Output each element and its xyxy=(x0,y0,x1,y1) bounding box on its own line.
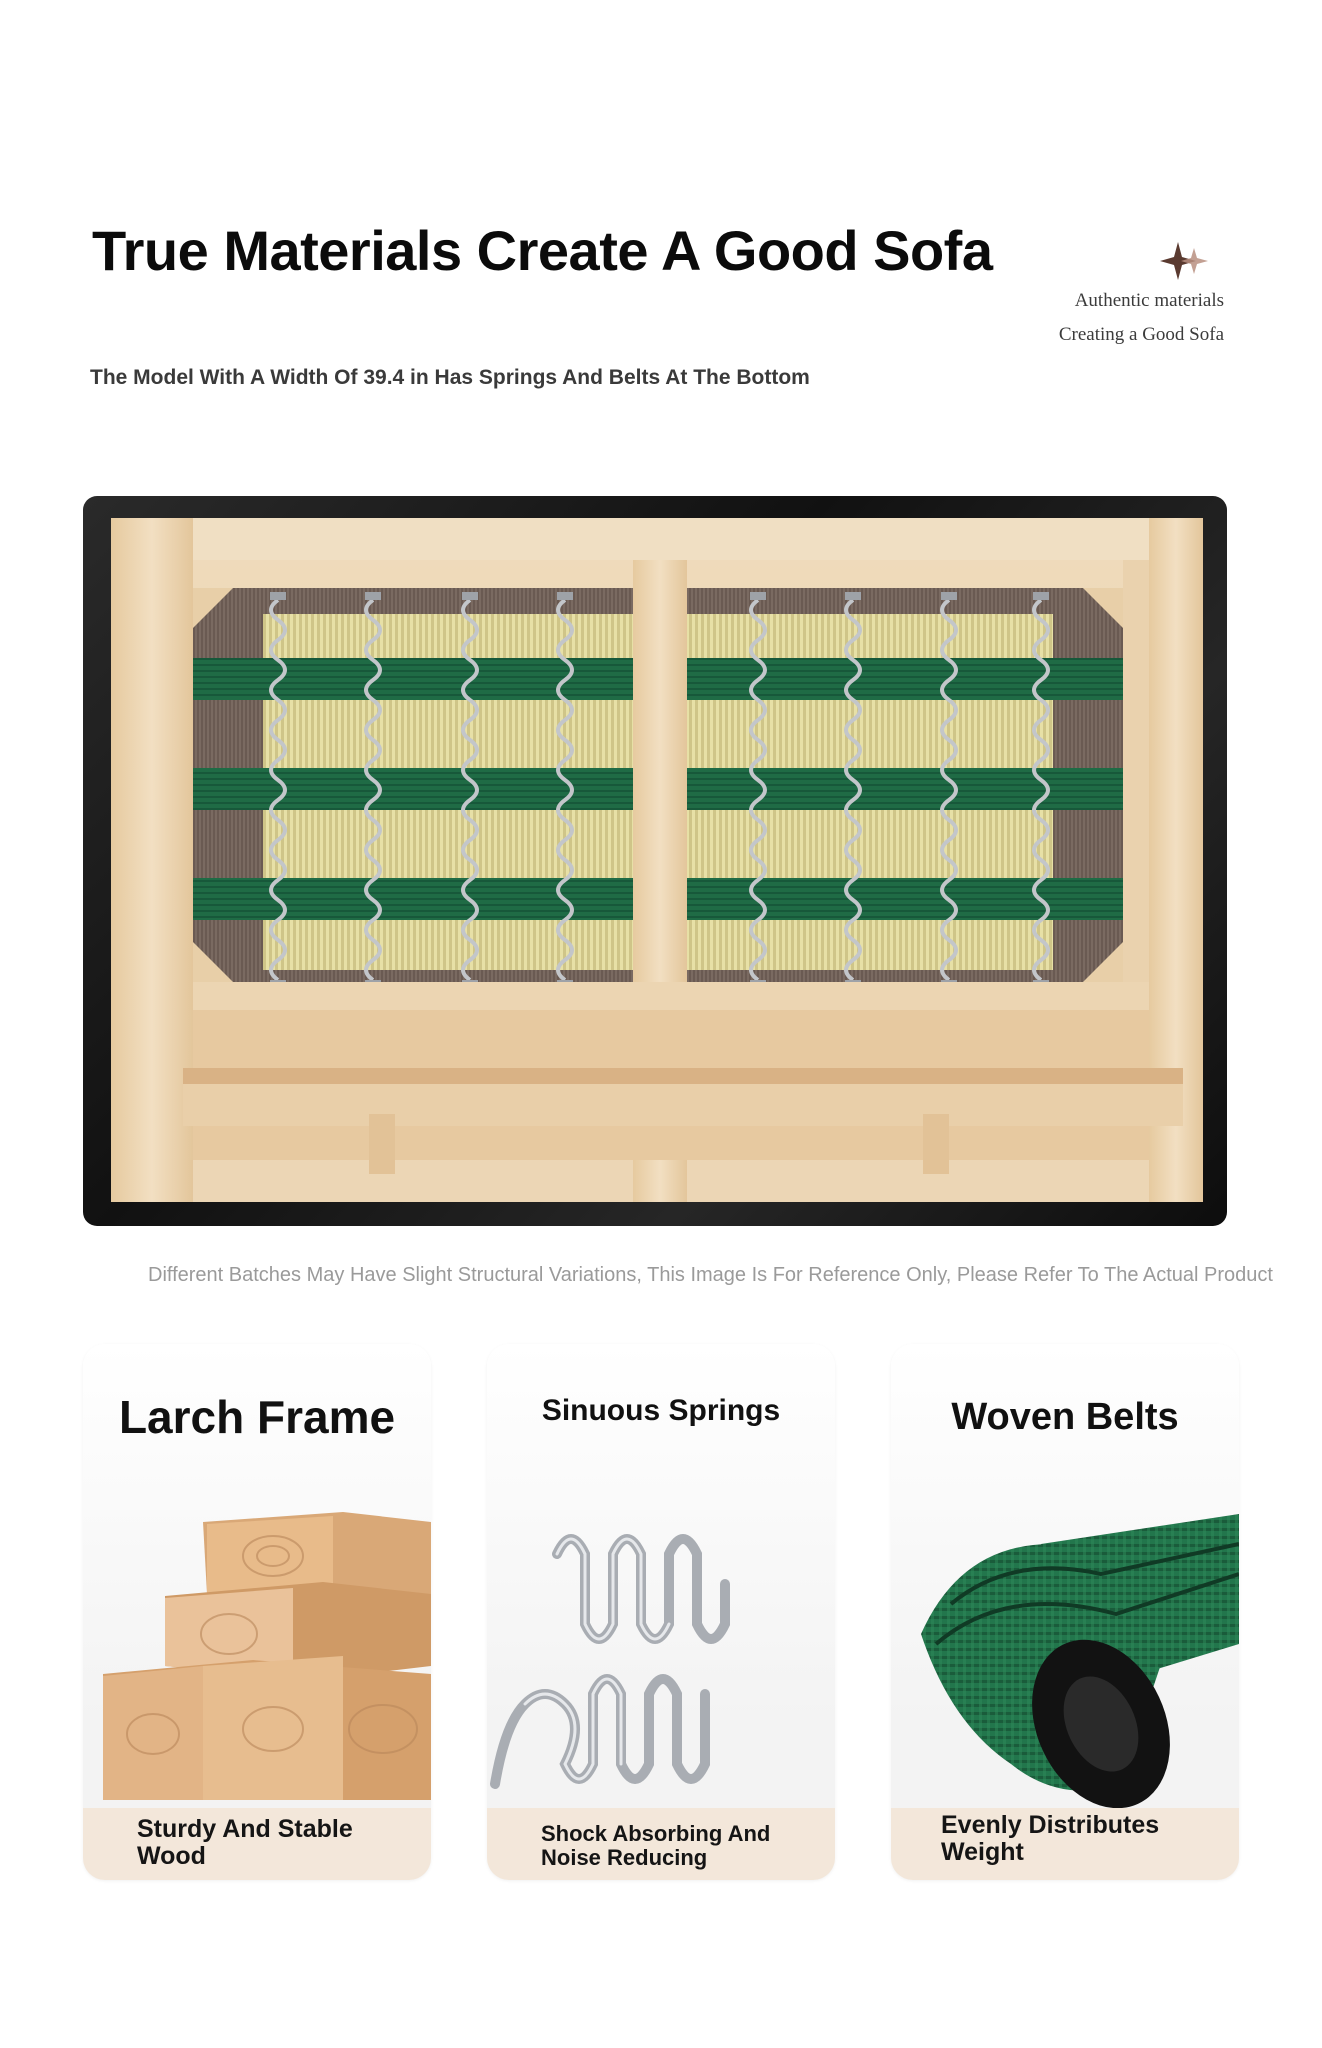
card-caption-bar xyxy=(487,1808,835,1880)
page-subtitle: The Model With A Width Of 39.4 in Has Springs And Belts At The Bottom xyxy=(90,366,810,389)
sparkle-icon xyxy=(1156,238,1216,284)
tagline-line-1: Authentic materials xyxy=(1074,290,1224,311)
larch-frame-card xyxy=(83,1344,431,1880)
card-title-larch-frame: Larch Frame xyxy=(118,1391,396,1443)
card-caption-sinuous-springs: Shock Absorbing And Noise Reducing xyxy=(541,1821,771,1870)
card-title-woven-belts: Woven Belts xyxy=(951,1396,1179,1438)
reference-note: Different Batches May Have Slight Structural Variations, This Image Is For Reference Only, Please Refer To The Actual Product xyxy=(148,1264,1273,1286)
card-title-sinuous-springs: Sinuous Springs xyxy=(541,1394,781,1427)
tagline-block xyxy=(1059,238,1224,352)
tagline-line-2: Creating a Good Sofa xyxy=(1058,324,1224,345)
card-caption-bar xyxy=(83,1808,431,1880)
card-caption-woven-belts: Evenly Distributes Weight xyxy=(941,1811,1160,1866)
sinuous-springs-card xyxy=(487,1344,835,1880)
card-caption-bar xyxy=(891,1808,1239,1880)
page-title: True Materials Create A Good Sofa xyxy=(92,219,993,282)
woven-belts-card xyxy=(891,1344,1239,1880)
card-caption-larch-frame: Sturdy And Stable Wood xyxy=(137,1815,353,1870)
sofa-frame-image xyxy=(83,496,1227,1226)
